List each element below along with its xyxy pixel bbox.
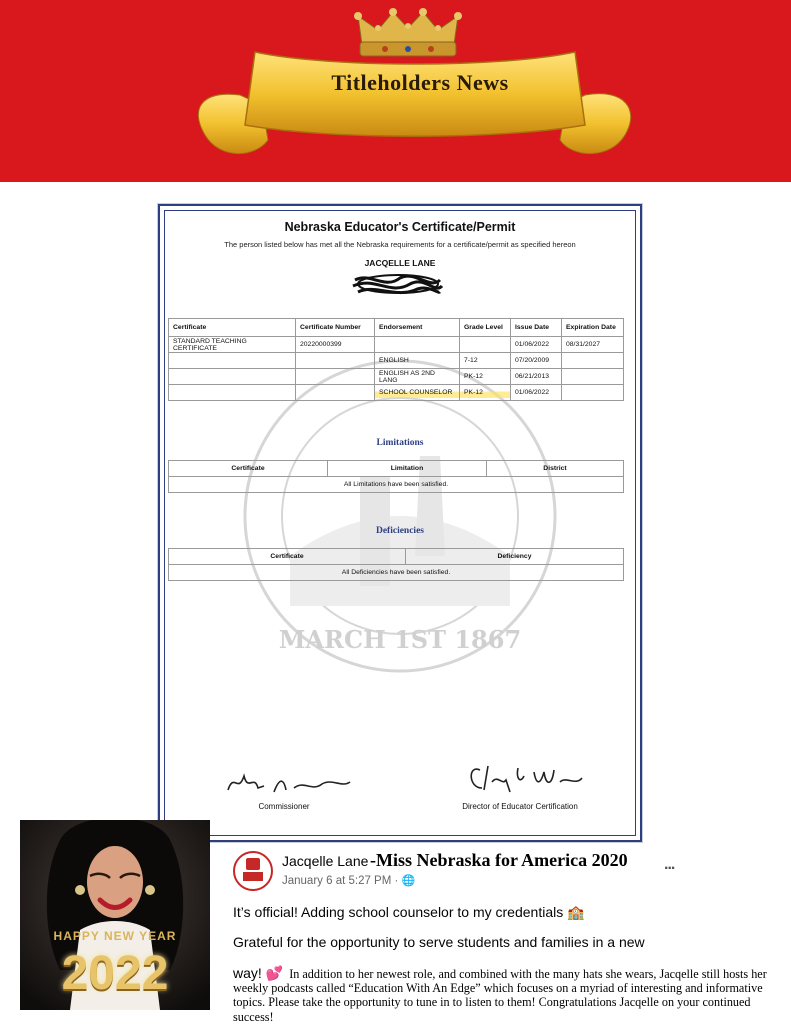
certificate-title: Nebraska Educator's Certificate/Permit [284,220,516,234]
table-cell [562,369,624,385]
banner [0,0,791,182]
table-cell: PK-12 [460,385,511,401]
table-cell: PK-12 [460,369,511,385]
table-cell [169,353,296,369]
column-header: Endorsement [375,319,460,337]
table-header-row [169,549,624,565]
table-cell: STANDARD TEACHING CERTIFICATE [169,337,296,353]
table-cell [296,369,375,385]
column-header: Certificate [169,319,296,337]
timestamp-text: January 6 at 5:27 PM · [282,875,399,887]
column-header: Expiration Date [562,319,624,337]
table-cell: ENGLISH AS 2ND LANG [375,369,460,385]
logo-icon [235,853,271,889]
table-cell [169,369,296,385]
table-cell: 01/06/2022 [511,337,562,353]
table-cell: 01/06/2022 [511,385,562,401]
table-row [169,565,624,581]
table-cell [460,337,511,353]
holder-name: JACQELLE LANE [364,258,436,268]
table-header-row [169,461,624,477]
certificate-subtitle: The person listed below has met all the Nebraska requirements for a certificate/permit as specified hereon [224,240,576,249]
year-balloons-text: 2022 [61,947,169,1000]
post-line-3-start: way! 💕 [233,965,284,981]
table-cell [296,353,375,369]
state-seal-watermark [230,356,570,676]
table-cell: 7-12 [460,353,511,369]
article-body-text: In addition to her newest role, and combined with the many hats she wears, Jacqelle still hosts her weekly podcasts called “Education With An Edge” which focuses on a myriad of interesting and informative topics. Please take the opportunity to tune in to listen to them! Congratulations Jacqelle on your continued success! [233,967,767,1024]
author-avatar[interactable] [233,851,273,891]
article-body [233,966,789,1024]
banner-title: Titleholders News [331,70,509,95]
redacted-scribble [350,270,445,298]
post-line-1: It’s official! Adding school counselor to my credentials 🏫 [233,904,585,920]
commissioner-label: Commissioner [258,802,310,811]
deficiencies-title: Deficiencies [375,526,424,536]
table-cell [562,385,624,401]
limitations-title: Limitations [376,438,424,448]
table-row [169,369,624,385]
limitations-message: All Limitations have been satisfied. [169,477,624,493]
more-options-icon[interactable]: ... [664,856,675,873]
globe-icon: 🌐 [401,875,416,887]
table-row [169,337,624,353]
table-row [169,353,624,369]
table-cell [296,385,375,401]
table-cell [562,353,624,369]
svg-text:MARCH 1ST 1867: MARCH 1ST 1867 [278,625,522,654]
table-row [169,477,624,493]
certificate [158,204,642,842]
column-header: Certificate Number [296,319,375,337]
column-header: Limitation [328,461,487,477]
table-cell: SCHOOL COUNSELOR [375,385,460,401]
column-header: Deficiency [406,549,624,565]
profile-photo [20,820,210,1010]
table-cell: 20220000399 [296,337,375,353]
table-row-highlighted [169,385,624,401]
table-cell: 06/21/2013 [511,369,562,385]
table-cell: 08/31/2027 [562,337,624,353]
limitations-table [168,460,624,493]
column-header: Grade Level [460,319,511,337]
column-header: Certificate [169,549,406,565]
table-header-row [169,319,624,337]
table-cell [375,337,460,353]
director-label: Director of Educator Certification [462,802,578,811]
table-cell: 07/20/2009 [511,353,562,369]
column-header: Issue Date [511,319,562,337]
table-cell [169,385,296,401]
post-timestamp[interactable] [282,874,415,887]
director-signature [466,758,586,798]
post-line-2: Grateful for the opportunity to serve students and families in a new [233,934,645,950]
crown-icon [354,8,462,56]
column-header: District [487,461,624,477]
column-header: Certificate [169,461,328,477]
deficiencies-table [168,548,624,581]
commissioner-signature [224,766,354,800]
title-overlay: -Miss Nebraska for America 2020 [370,850,628,870]
certificates-table [168,318,624,401]
happy-new-year-text: HAPPY NEW YEAR [53,929,177,943]
deficiencies-message: All Deficiencies have been satisfied. [169,565,624,581]
post-author-name[interactable]: Jacqelle Lane [282,853,369,869]
table-cell: ENGLISH [375,353,460,369]
